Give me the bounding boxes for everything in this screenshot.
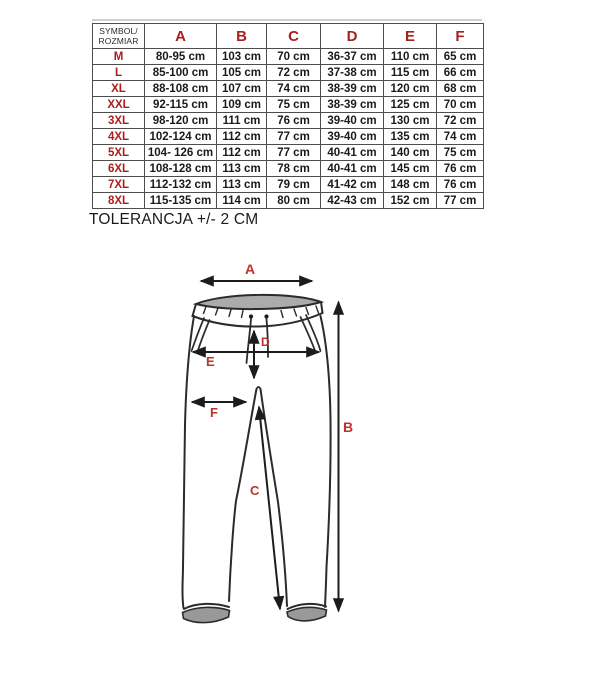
column-header-a: A — [145, 24, 217, 49]
measure-cell: 76 cm — [437, 177, 484, 193]
left-hem-cuff — [183, 607, 230, 622]
measure-cell: 103 cm — [217, 49, 267, 65]
measure-cell: 115-135 cm — [145, 193, 217, 209]
waistband-top — [196, 295, 321, 309]
measure-cell: 75 cm — [437, 145, 484, 161]
label-a: A — [245, 261, 256, 277]
measure-cell: 108-128 cm — [145, 161, 217, 177]
measure-cell: 72 cm — [437, 113, 484, 129]
measure-cell: 37-38 cm — [321, 65, 384, 81]
measure-cell: 66 cm — [437, 65, 484, 81]
right-hem-cuff — [287, 607, 327, 621]
measure-cell: 70 cm — [267, 49, 321, 65]
label-e: E — [206, 354, 215, 369]
measure-cell: 107 cm — [217, 81, 267, 97]
measure-cell: 120 cm — [384, 81, 437, 97]
measure-cell: 102-124 cm — [145, 129, 217, 145]
column-header-d: D — [321, 24, 384, 49]
measure-cell: 65 cm — [437, 49, 484, 65]
size-label: 3XL — [93, 113, 145, 129]
symbol-label: SYMBOL/ — [99, 26, 138, 36]
measure-cell: 78 cm — [267, 161, 321, 177]
right-outer-seam — [321, 316, 331, 607]
measure-cell: 92-115 cm — [145, 97, 217, 113]
size-label: 6XL — [93, 161, 145, 177]
measure-cell: 77 cm — [267, 145, 321, 161]
measure-cell: 80-95 cm — [145, 49, 217, 65]
measure-cell: 38-39 cm — [321, 97, 384, 113]
column-header-b: B — [217, 24, 267, 49]
measure-cell: 72 cm — [267, 65, 321, 81]
measure-cell: 76 cm — [267, 113, 321, 129]
measure-cell: 75 cm — [267, 97, 321, 113]
measure-cell: 39-40 cm — [321, 113, 384, 129]
measurement-arrows — [192, 281, 339, 611]
measure-cell: 38-39 cm — [321, 81, 384, 97]
tolerance-note: TOLERANCJA +/- 2 CM — [89, 211, 259, 228]
measure-cell: 114 cm — [217, 193, 267, 209]
measure-cell: 77 cm — [437, 193, 484, 209]
right-inner-seam — [261, 389, 288, 606]
measure-cell: 145 cm — [384, 161, 437, 177]
measure-cell: 104- 126 cm — [145, 145, 217, 161]
measure-cell: 110 cm — [384, 49, 437, 65]
measure-cell: 125 cm — [384, 97, 437, 113]
measure-cell: 77 cm — [267, 129, 321, 145]
rozmiar-label: ROZMIAR — [98, 36, 139, 46]
measure-cell: 85-100 cm — [145, 65, 217, 81]
label-c: C — [250, 483, 260, 498]
measure-cell: 112 cm — [217, 129, 267, 145]
measure-arrow-c — [259, 407, 280, 609]
measure-cell: 115 cm — [384, 65, 437, 81]
measure-cell: 112 cm — [217, 145, 267, 161]
pants-outline — [182, 295, 330, 623]
measure-cell: 148 cm — [384, 177, 437, 193]
measure-cell: 98-120 cm — [145, 113, 217, 129]
measure-cell: 105 cm — [217, 65, 267, 81]
measure-cell: 74 cm — [437, 129, 484, 145]
left-outer-seam — [182, 316, 194, 608]
measure-cell: 152 cm — [384, 193, 437, 209]
measure-cell: 68 cm — [437, 81, 484, 97]
measure-cell: 88-108 cm — [145, 81, 217, 97]
measure-cell: 42-43 cm — [321, 193, 384, 209]
measure-cell: 109 cm — [217, 97, 267, 113]
measure-cell: 130 cm — [384, 113, 437, 129]
column-header-e: E — [384, 24, 437, 49]
column-header-c: C — [267, 24, 321, 49]
size-label: 5XL — [93, 145, 145, 161]
measure-cell: 39-40 cm — [321, 129, 384, 145]
measure-cell: 111 cm — [217, 113, 267, 129]
column-header-f: F — [437, 24, 484, 49]
measure-cell: 135 cm — [384, 129, 437, 145]
size-label: 7XL — [93, 177, 145, 193]
measure-cell: 36-37 cm — [321, 49, 384, 65]
size-label: 8XL — [93, 193, 145, 209]
measure-cell: 40-41 cm — [321, 145, 384, 161]
label-f: F — [210, 405, 218, 420]
crotch-point — [257, 387, 261, 389]
size-label: M — [93, 49, 145, 65]
measure-cell: 79 cm — [267, 177, 321, 193]
label-b: B — [343, 419, 354, 435]
measure-cell: 112-132 cm — [145, 177, 217, 193]
measure-cell: 40-41 cm — [321, 161, 384, 177]
measure-cell: 76 cm — [437, 161, 484, 177]
measure-cell: 140 cm — [384, 145, 437, 161]
measure-cell: 113 cm — [217, 177, 267, 193]
size-label: XL — [93, 81, 145, 97]
measure-cell: 113 cm — [217, 161, 267, 177]
measure-cell: 74 cm — [267, 81, 321, 97]
size-label: XXL — [93, 97, 145, 113]
measure-cell: 80 cm — [267, 193, 321, 209]
size-label: 4XL — [93, 129, 145, 145]
measure-cell: 41-42 cm — [321, 177, 384, 193]
measure-cell: 70 cm — [437, 97, 484, 113]
label-d: D — [261, 335, 270, 349]
size-label: L — [93, 65, 145, 81]
